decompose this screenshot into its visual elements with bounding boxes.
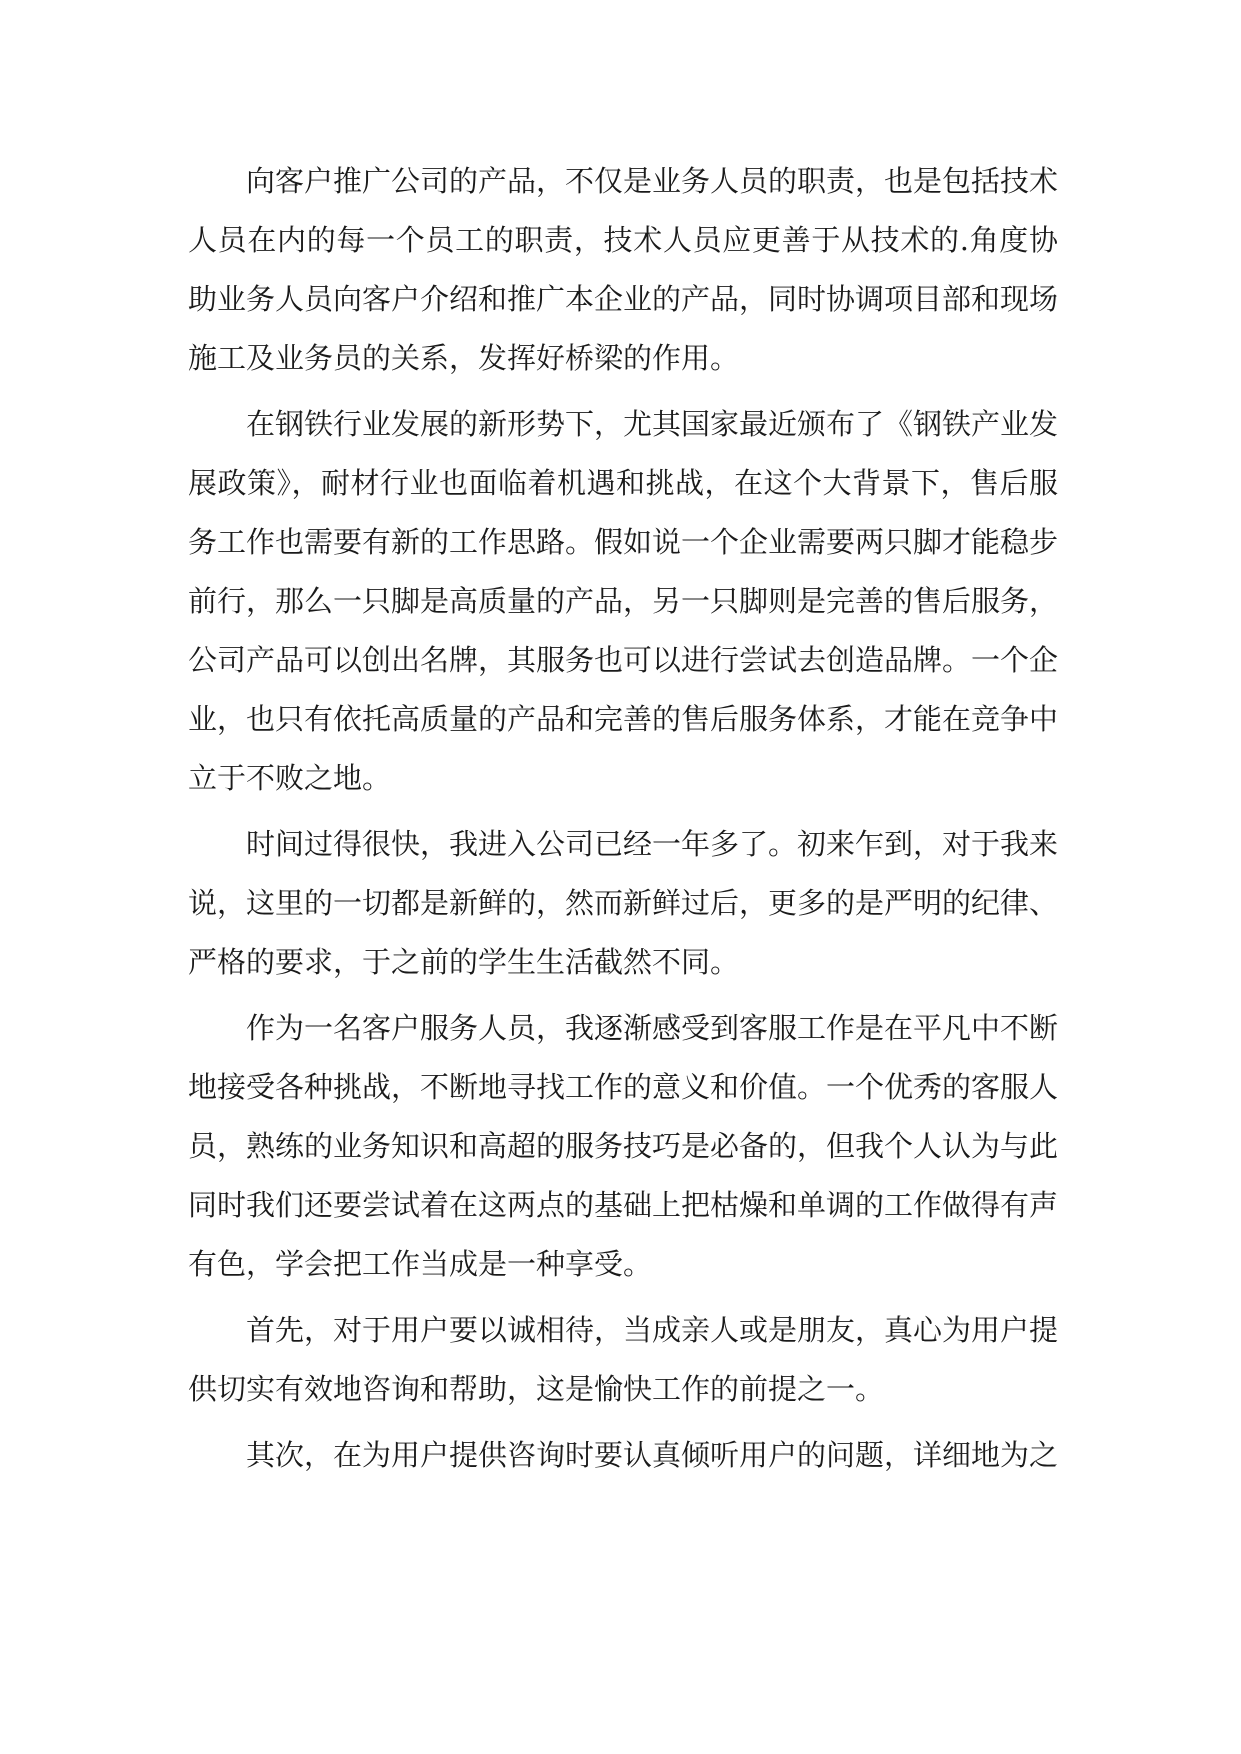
paragraph-6: 其次，在为用户提供咨询时要认真倾听用户的问题，详细地为之 xyxy=(246,1438,1059,1472)
document-body xyxy=(188,152,1058,1492)
paragraph-2: 在钢铁行业发展的新形势下，尤其国家最近颁布了《钢铁产业发展政策》，耐材行业也面临着机遇和挑战，在这个大背景下，售后服务工作也需要有新的工作思路。假如说一个企业需要两只脚才能稳步前行，那么一只脚是高质量的产品，另一只脚则是完善的售后服务，公司产品可以创出名牌，其服务也可以进行尝试去创造品牌。一个企业，也只有依托高质量的产品和完善的售后服务体系，才能在竞争中立于不败之地。 xyxy=(188,407,1059,795)
paragraph-3: 时间过得很快，我进入公司已经一年多了。初来乍到，对于我来说，这里的一切都是新鲜的，然而新鲜过后，更多的是严明的纪律、严格的要求，于之前的学生生活截然不同。 xyxy=(188,827,1059,979)
paragraph-4: 作为一名客户服务人员，我逐渐感受到客服工作是在平凡中不断地接受各种挑战，不断地寻找工作的意义和价值。一个优秀的客服人员，熟练的业务知识和高超的服务技巧是必备的，但我个人认为与此同时我们还要尝试着在这两点的基础上把枯燥和单调的工作做得有声有色，学会把工作当成是一种享受。 xyxy=(188,1011,1059,1281)
paragraph-5: 首先，对于用户要以诚相待，当成亲人或是朋友，真心为用户提供切实有效地咨询和帮助，这是愉快工作的前提之一。 xyxy=(188,1313,1059,1406)
paragraph-1: 向客户推广公司的产品，不仅是业务人员的职责，也是包括技术人员在内的每一个员工的职责，技术人员应更善于从技术的.角度协助业务人员向客户介绍和推广本企业的产品，同时协调项目部和现场施工及业务员的关系，发挥好桥梁的作用。 xyxy=(188,164,1059,375)
